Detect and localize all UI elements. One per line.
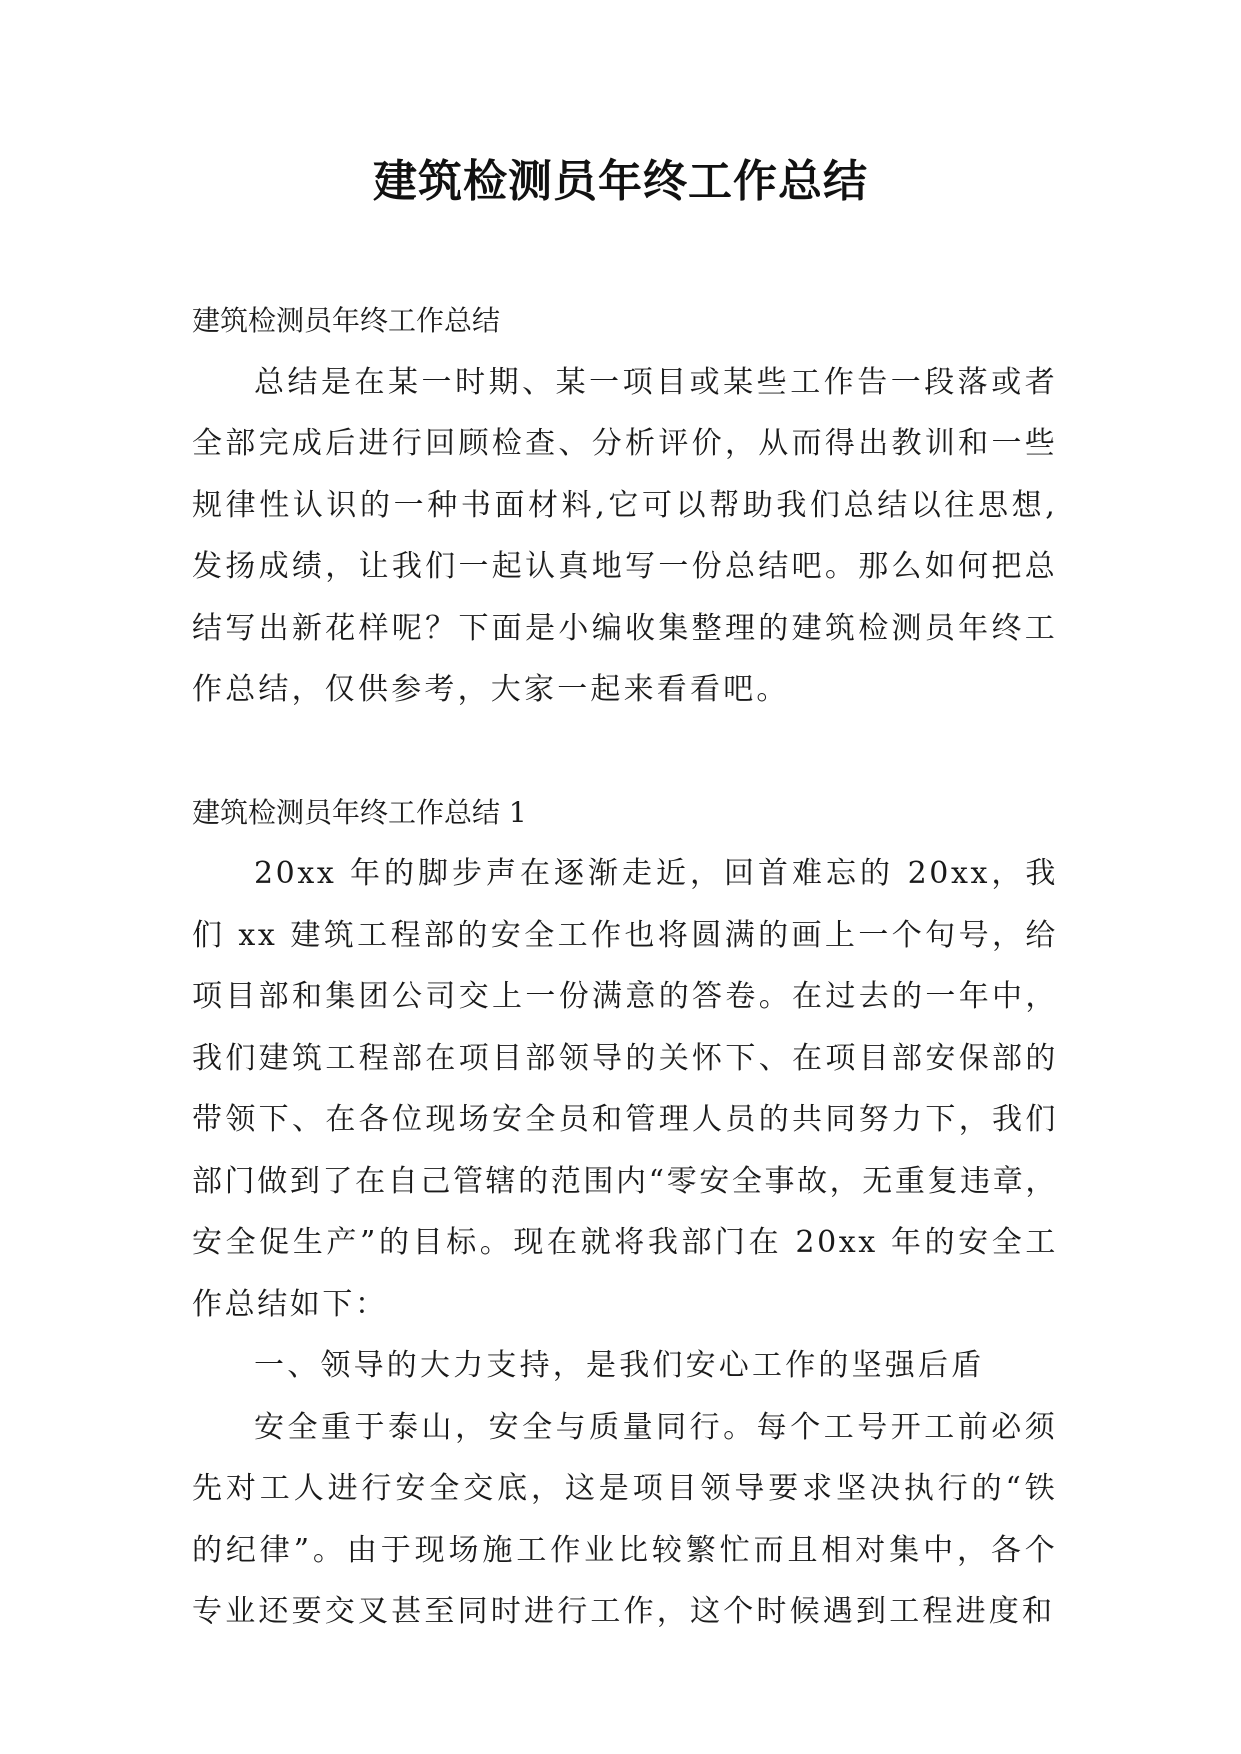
paragraph-spacer bbox=[192, 721, 1058, 782]
intro-paragraph: 总结是在某一时期、某一项目或某些工作告一段落或者全部完成后进行回顾检查、分析评价，从而得出教训和一些规律性认识的一种书面材料,它可以帮助我们总结以往思想,发扬成绩，让我们一起认真地写一份总结吧。那么如何把总结写出新花样呢？下面是小编收集整理的建筑检测员年终工作总结，仅供参考，大家一起来看看吧。 bbox=[192, 364, 1058, 707]
document-title: 建筑检测员年终工作总结 bbox=[373, 156, 868, 207]
subheading-1: 一、领导的大力支持，是我们安心工作的坚强后盾 bbox=[254, 1348, 985, 1383]
document-body bbox=[192, 290, 1058, 1643]
document-subtitle: 建筑检测员年终工作总结 bbox=[192, 304, 501, 337]
section-heading: 建筑检测员年终工作总结 1 bbox=[192, 795, 527, 829]
section-paragraph-2: 安全重于泰山，安全与质量同行。每个工号开工前必须先对工人进行安全交底，这是项目领导要求坚决执行的“铁的纪律”。由于现场施工作业比较繁忙而且相对集中，各个专业还要交叉甚至同时进行工作，这个时候遇到工程进度和 bbox=[192, 1409, 1058, 1629]
section-paragraph-1: 20xx 年的脚步声在逐渐走近，回首难忘的 20xx，我们 xx 建筑工程部的安全工作也将圆满的画上一个句号，给项目部和集团公司交上一份满意的答卷。在过去的一年中，我们建筑工程部在项目部领导的关怀下、在项目部安保部的带领下、在各位现场安全员和管理人员的共同努力下，我们部门做到了在自己管辖的范围内“零安全事故，无重复违章，安全促生产”的目标。现在就将我部门在 20xx 年的安全工作总结如下： bbox=[192, 856, 1058, 1322]
